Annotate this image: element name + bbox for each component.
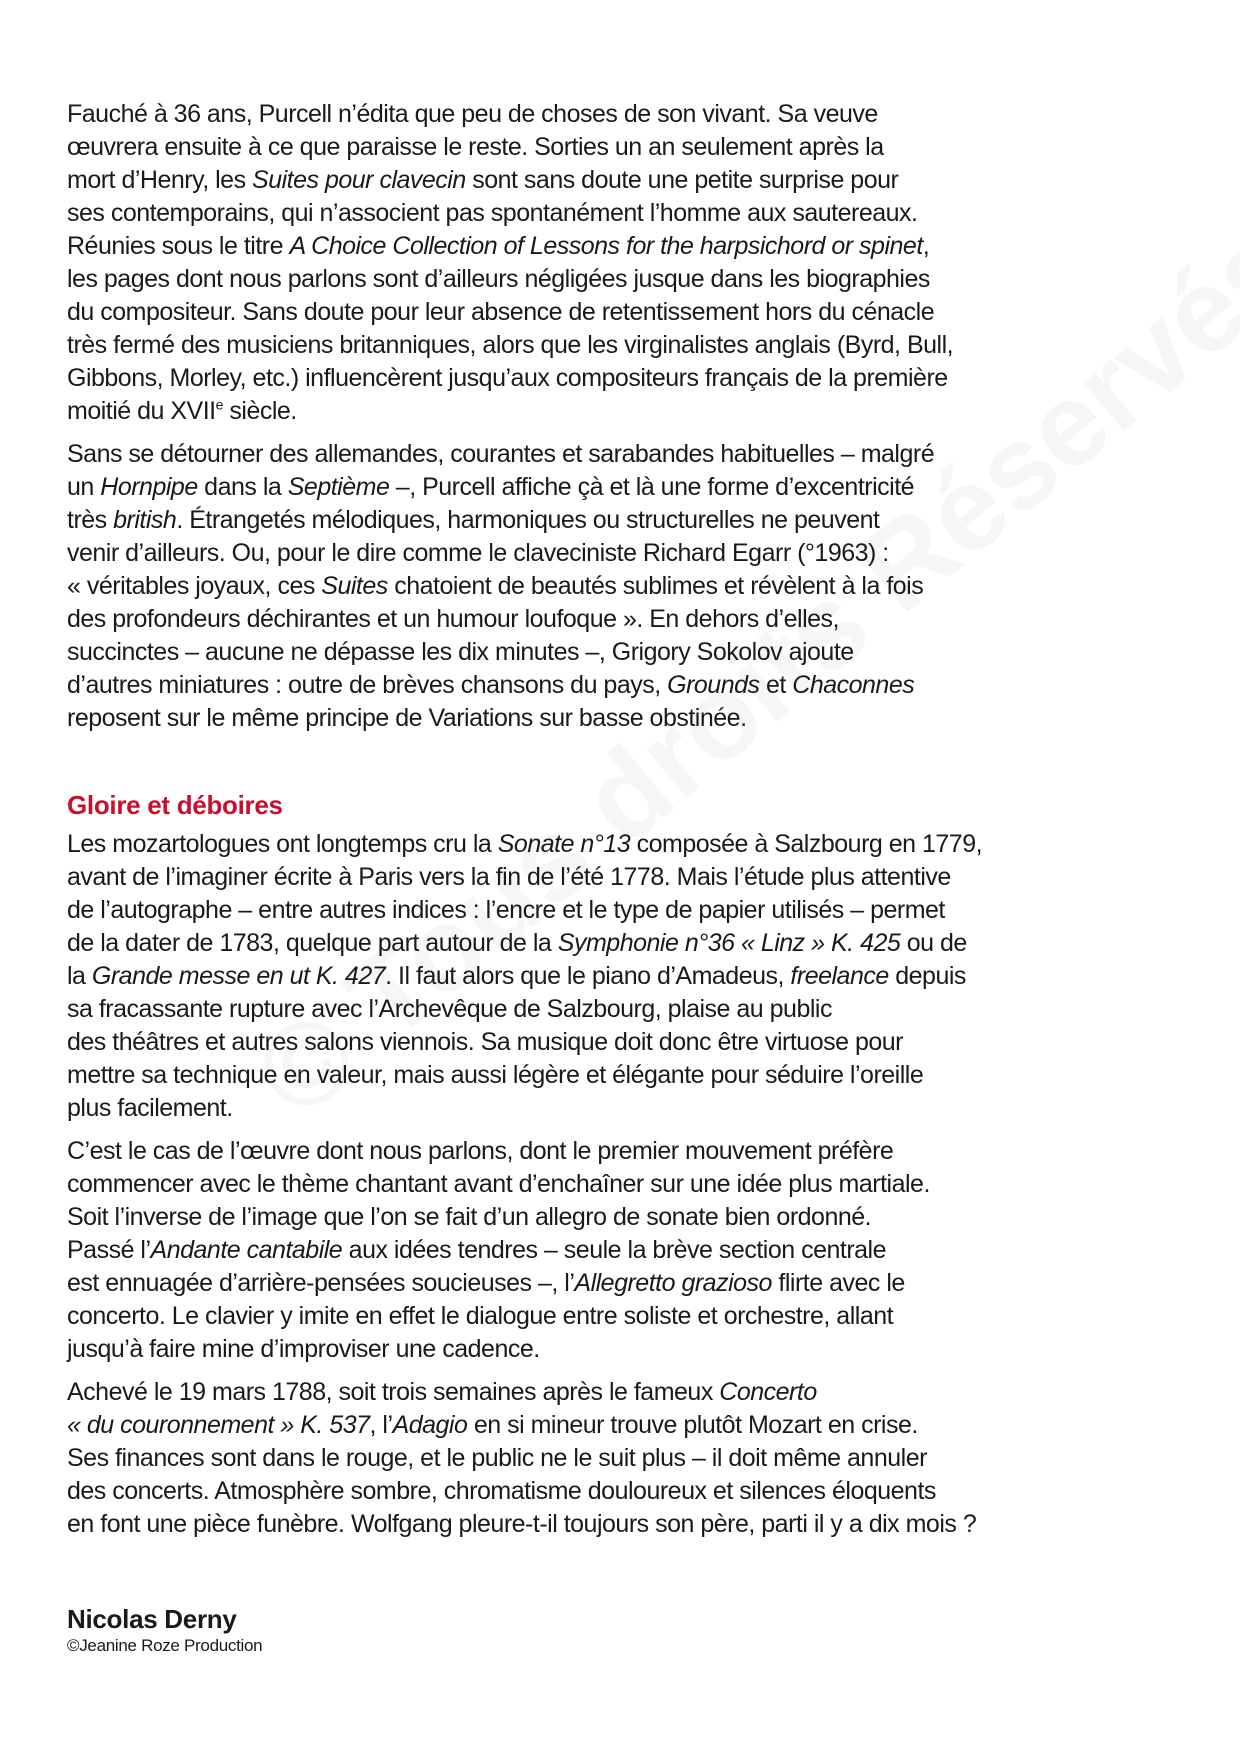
italic-text: Chaconnes — [792, 671, 915, 699]
italic-text: Hornpipe — [100, 473, 198, 501]
superscript: e — [215, 396, 223, 413]
section-purcell — [67, 98, 1177, 735]
paragraph: Les mozartologues ont longtemps cru la Sonate n°13 composée à Salzbourg en 1779, avant de l’imaginer écrite à Paris vers la fin de l’été 1778. Mais l’étude plus attentive de l’autographe – entre autres indices : l’encre et le type de papier utilisés – permet de la dater de 1783, quelque part autour de la Symphonie n°36 « Linz » K. 425 ou de la Grande messe en ut K. 427. Il faut alors que le piano d’Amadeus, freelance depuis sa fracassante rupture avec l’Archevêque de Salzbourg, plaise au public des théâtres et autres salons viennois. Sa musique doit donc être virtuose pour mettre sa technique en valeur, mais aussi légère et élégante pour séduire l’oreille plus facilement. — [67, 830, 983, 1122]
paragraph: C’est le cas de l’œuvre dont nous parlons, dont le premier mouvement préfère commencer avec le thème chantant avant d’enchaîner sur une idée plus martiale. Soit l’inverse de l’image que l’on se fait d’un allegro de sonate bien ordonné. Passé l’Andante cantabile aux idées tendres – seule la brève section centrale est ennuagée d’arrière-pensées soucieuses –, l’Allegretto grazioso flirte avec le concerto. Le clavier y imite en effet le dialogue entre soliste et orchestre, allant jusqu’à faire mine d’improviser une cadence. — [67, 1137, 930, 1363]
italic-text: A Choice Collection of Lessons for the harpsichord or spinet — [289, 232, 923, 260]
italic-text: Concerto — [719, 1378, 817, 1406]
paragraph: Sans se détourner des allemandes, courantes et sarabandes habituelles – malgré un Hornpipe dans la Septième –, Purcell affiche çà et là une forme d’excentricité très british. Étrangetés mélodiques, harmoniques ou structurelles ne peuvent venir d’ailleurs. Ou, pour le dire comme le claveciniste Richard Egarr (°1963) : « véritables joyaux, ces Suites chatoient de beautés sublimes et révèlent à la fois des profondeurs déchirantes et un humour loufoque ». En dehors d’elles, succinctes – aucune ne dépasse les dix minutes –, Grigory Sokolov ajoute d’autres miniatures : outre de brèves chansons du pays, Grounds et Chaconnes reposent sur le même principe de Variations sur basse obstinée. — [67, 440, 935, 732]
italic-text: Suites pour clavecin — [252, 166, 466, 194]
copyright-credit: ©Jeanine Roze Production — [67, 1636, 263, 1655]
italic-text: freelance — [790, 962, 889, 990]
italic-text: Adagio — [392, 1411, 468, 1439]
italic-text: « du couronnement » K. 537 — [67, 1411, 370, 1439]
paragraph: Achevé le 19 mars 1788, soit trois semaines après le fameux Concerto « du couronnement » K. 537, l’Adagio en si mineur trouve plutôt Mozart en crise. Ses finances sont dans le rouge, et le public ne le suit plus – il doit même annuler des concerts. Atmosphère sombre, chromatisme douloureux et silences éloquents en font une pièce funèbre. Wolfgang pleure-t-il toujours son père, parti il y a dix mois ? — [67, 1378, 977, 1538]
italic-text: Sonate n°13 — [497, 830, 631, 858]
italic-text: Grande messe en ut K. 427 — [91, 962, 386, 990]
italic-text: british — [113, 506, 177, 534]
section-heading: Gloire et déboires — [67, 790, 283, 820]
section-mozart — [67, 828, 1182, 1541]
italic-text: Allegretto grazioso — [574, 1269, 772, 1297]
paragraph: Fauché à 36 ans, Purcell n’édita que peu de choses de son vivant. Sa veuve œuvrera ensuite à ce que paraisse le reste. Sorties un an seulement après la mort d’Henry, les Suites pour clavecin sont sans doute une petite surprise pour ses contemporains, qui n’associent pas spontanément l’homme aux sautereaux. Réunies sous le titre A Choice Collection of Lessons for the harpsichord or spinet, les pages dont nous parlons sont d’ailleurs négligées jusque dans les biographies du compositeur. Sans doute pour leur absence de retentissement hors du cénacle très fermé des musiciens britanniques, alors que les virginalistes anglais (Byrd, Bull, Gibbons, Morley, etc.) influencèrent jusqu’aux compositeurs français de la première moitié du XVIIe siècle. — [67, 100, 954, 425]
italic-text: Grounds — [667, 671, 760, 699]
author-name: Nicolas Derny — [67, 1604, 237, 1634]
italic-text: Suites — [321, 572, 388, 600]
italic-text: Septième — [287, 473, 390, 501]
italic-text: Andante cantabile — [150, 1236, 343, 1264]
italic-text: Symphonie n°36 « Linz » K. 425 — [557, 929, 901, 957]
